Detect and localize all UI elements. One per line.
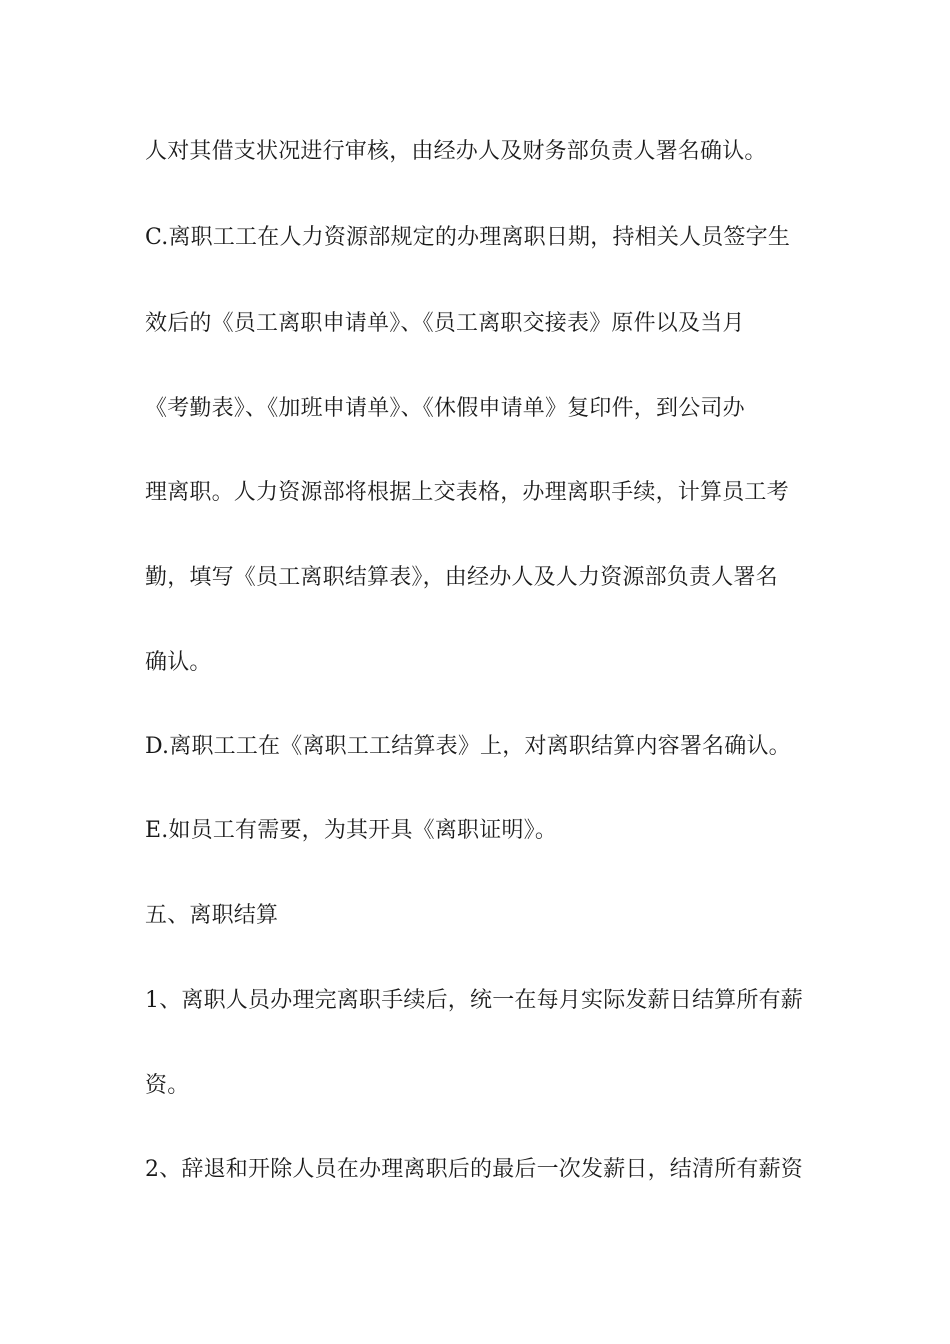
section-heading: 五、离职结算 [145, 903, 279, 928]
text-line: D.离职工工在《离职工工结算表》上，对离职结算内容署名确认。 [145, 734, 791, 759]
text-line: C.离职工工在人力资源部规定的办理离职日期，持相关人员签字生 [145, 225, 791, 250]
text-line: 人对其借支状况进行审核，由经办人及财务部负责人署名确认。 [145, 139, 767, 164]
text-line: E.如员工有需要，为其开具《离职证明》。 [145, 818, 558, 843]
text-line: 确认。 [145, 650, 212, 675]
text-line: 2、辞退和开除人员在办理离职后的最后一次发薪日，结清所有薪资 [145, 1157, 803, 1182]
text-line: 勤，填写《员工离职结算表》，由经办人及人力资源部负责人署名 [145, 565, 778, 590]
text-line: 1、离职人员办理完离职手续后，统一在每月实际发薪日结算所有薪 [145, 988, 803, 1013]
text-line: 《考勤表》、《加班申请单》、《休假申请单》复印件，到公司办 [145, 396, 745, 421]
text-line: 理离职。人力资源部将根据上交表格，办理离职手续，计算员工考 [145, 480, 789, 505]
text-line: 效后的《员工离职申请单》、《员工离职交接表》原件以及当月 [145, 311, 745, 336]
text-line: 资。 [145, 1073, 190, 1098]
